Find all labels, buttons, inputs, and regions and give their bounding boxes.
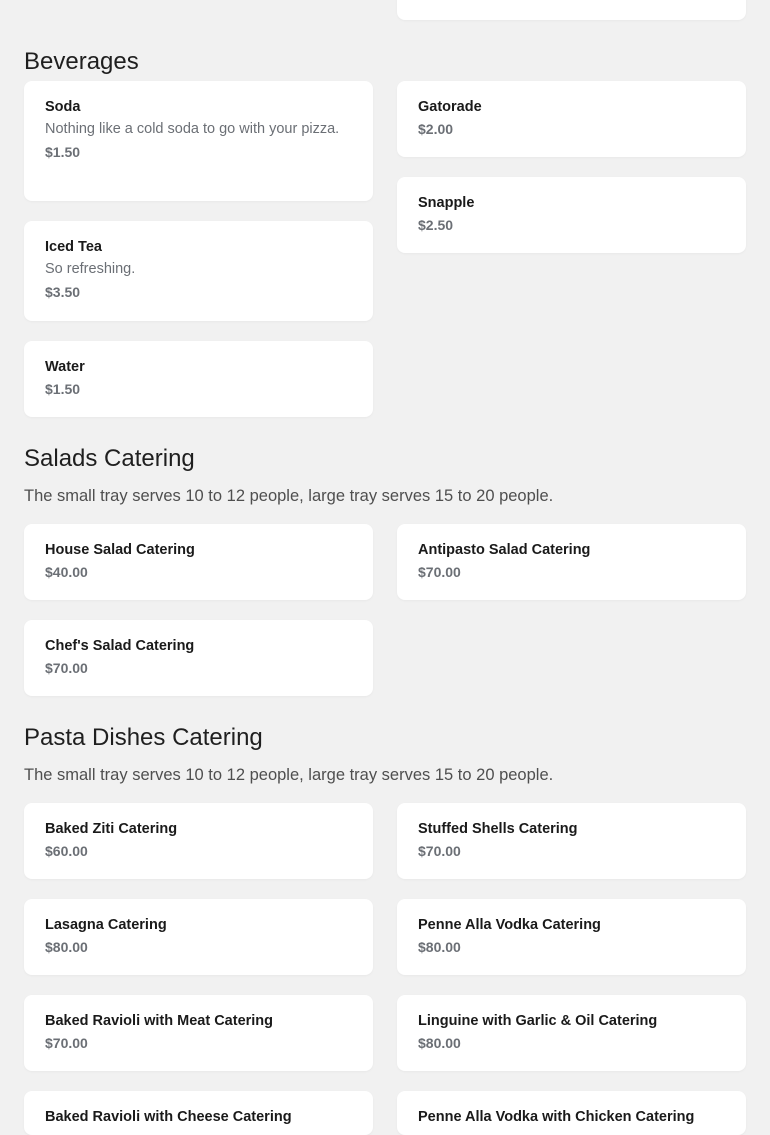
item-price: $40.00 <box>45 564 88 580</box>
item-name: Baked Ravioli with Cheese Catering <box>45 1109 292 1125</box>
item-price: $3.50 <box>45 284 81 300</box>
item-name: Penne Alla Vodka Catering <box>418 917 601 933</box>
menu-item-penne-alla-vodka-catering[interactable] <box>397 899 746 975</box>
item-name: Penne Alla Vodka with Chicken Catering <box>418 1109 695 1125</box>
item-price: $70.00 <box>418 843 461 859</box>
item-description: Nothing like a cold soda to go with your pizza. <box>45 121 340 137</box>
item-name: Soda <box>45 99 81 115</box>
menu-item-chefs-salad-catering[interactable] <box>24 620 373 696</box>
item-name: Antipasto Salad Catering <box>418 542 591 558</box>
item-name: Iced Tea <box>45 239 102 255</box>
menu-item-card-partial[interactable] <box>397 0 746 20</box>
section-title-salads-catering: Salads Catering <box>24 445 195 472</box>
item-name: Baked Ravioli with Meat Catering <box>45 1013 274 1029</box>
menu-item-antipasto-salad-catering[interactable] <box>397 524 746 600</box>
menu-item-gatorade[interactable] <box>397 81 746 157</box>
item-name: Linguine with Garlic & Oil Catering <box>418 1013 658 1029</box>
item-name: Stuffed Shells Catering <box>418 821 578 837</box>
item-price: $80.00 <box>418 939 461 955</box>
menu-item-house-salad-catering[interactable] <box>24 524 373 600</box>
menu-item-baked-ziti-catering[interactable] <box>24 803 373 879</box>
section-description: The small tray serves 10 to 12 people, large tray serves 15 to 20 people. <box>24 766 554 784</box>
menu-item-penne-alla-vodka-chicken-catering[interactable] <box>397 1091 746 1135</box>
item-price: $2.50 <box>418 217 454 233</box>
item-price: $70.00 <box>45 660 88 676</box>
menu-item-water[interactable] <box>24 341 373 417</box>
item-name: Chef's Salad Catering <box>45 638 195 654</box>
menu-item-soda[interactable] <box>24 81 373 201</box>
item-name: Lasagna Catering <box>45 917 167 933</box>
section-title-beverages: Beverages <box>24 48 139 75</box>
item-price: $70.00 <box>45 1035 88 1051</box>
item-name: House Salad Catering <box>45 542 195 558</box>
section-description: The small tray serves 10 to 12 people, large tray serves 15 to 20 people. <box>24 487 554 505</box>
menu-item-snapple[interactable] <box>397 177 746 253</box>
item-price: $2.00 <box>418 121 454 137</box>
item-price: $70.00 <box>418 564 461 580</box>
item-price: $1.50 <box>45 381 81 397</box>
item-name: Baked Ziti Catering <box>45 821 178 837</box>
item-price: $1.50 <box>45 144 81 160</box>
item-name: Gatorade <box>418 99 482 115</box>
item-name: Water <box>45 359 85 375</box>
menu-item-iced-tea[interactable] <box>24 221 373 321</box>
menu-item-baked-ravioli-meat-catering[interactable] <box>24 995 373 1071</box>
section-title-pasta-dishes-catering: Pasta Dishes Catering <box>24 724 263 751</box>
menu-item-linguine-garlic-oil-catering[interactable] <box>397 995 746 1071</box>
menu-item-stuffed-shells-catering[interactable] <box>397 803 746 879</box>
item-price: $80.00 <box>45 939 88 955</box>
item-price: $80.00 <box>418 1035 461 1051</box>
item-description: So refreshing. <box>45 261 136 277</box>
item-name: Snapple <box>418 195 475 211</box>
item-price: $60.00 <box>45 843 88 859</box>
menu-item-lasagna-catering[interactable] <box>24 899 373 975</box>
menu-item-baked-ravioli-cheese-catering[interactable] <box>24 1091 373 1135</box>
